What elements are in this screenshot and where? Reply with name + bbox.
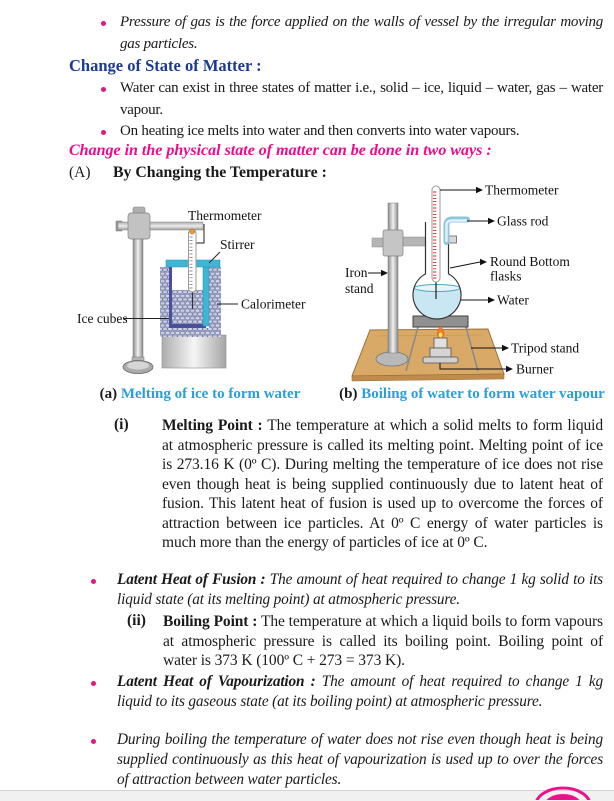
bullet-dot [91, 579, 96, 584]
boiling-point-paragraph [163, 612, 603, 671]
paragraph-gas-pressure: Pressure of gas is the force applied on the walls of vessel by the irregular moving gas particles. [120, 14, 603, 52]
boiling-point-head: Boiling Point : [163, 613, 258, 630]
label-stirrer: Stirrer [220, 237, 255, 252]
wooden-table [352, 329, 504, 381]
figure-boiling-water-diagram [330, 178, 614, 385]
latent-heat-fusion-body: The amount of heat required to change 1 kg solid to its liquid state (at its melting point) at atmospheric pressure. [117, 571, 603, 608]
label-thermometer: Thermometer [485, 182, 559, 198]
bullet-dot [91, 681, 96, 686]
boiling-point-label: (ii) [127, 612, 146, 629]
paragraph-on-heating: On heating ice melts into water and then converts into water vapours. [120, 123, 520, 139]
label-round-bottom-flask: Round Bottom [490, 254, 570, 269]
bullet-dot [101, 87, 106, 92]
melting-point-body: The temperature at which a solid melts to form liquid at atmospheric pressure is called its melting point. Melting point of ice is 273.16 K (0º C). During melting the temperature of ice does not rise even though heat is being supplied continuously due to latent heat of fusion. This latent heat of fusion is used up to overcome the forces of attraction between ice particles. At 0º C energy of water particles is much more than the energy of particles of ice at 0º C. [162, 417, 603, 551]
label-tripod-stand: Tripod stand [511, 340, 580, 356]
flame [437, 326, 444, 338]
figure-b-caption [330, 386, 614, 403]
label-calorimeter: Calorimeter [241, 296, 306, 312]
bullet-dot [101, 130, 106, 135]
figure-a-caption [60, 386, 340, 403]
latent-heat-vapourization-paragraph [117, 672, 603, 712]
section-a-title: By Changing the Temperature : [113, 164, 327, 181]
label-iron-stand-2: stand [345, 281, 374, 296]
heading-two-ways: Change in the physical state of matter can be done in two ways : [69, 142, 492, 159]
page-edge-strip [0, 790, 614, 801]
paragraph-water-states: Water can exist in three states of matter i.e., solid – ice, liquid – water, gas – water vapour. [120, 80, 603, 118]
label-iron-stand: Iron [345, 265, 368, 280]
latent-heat-vapourization-head: Latent Heat of Vapourization : [117, 673, 316, 690]
label-round-bottom-flask-2: flasks [490, 268, 522, 284]
label-water: Water [497, 292, 529, 308]
melting-point-label: (i) [114, 416, 129, 433]
label-ice-cubes: Ice cubes [77, 311, 128, 326]
page-number-badge [531, 785, 595, 800]
label-glass-rod: Glass rod [497, 213, 549, 229]
latent-heat-fusion-paragraph [117, 570, 603, 610]
during-boiling-paragraph: During boiling the temperature of water does not rise even though heat is being supplied continuously as this heat of vapourization is used up to over the forces of attraction between water particles. [117, 731, 603, 788]
figure-a-caption-index: (a) [99, 386, 118, 402]
boiling-point-body: The temperature at which a liquid boils to form vapours at atmospheric pressure is called its boiling point. Boiling point of water is 373 K (100º C + 273 = 373 K). [163, 613, 603, 669]
heading-change-of-state: Change of State of Matter : [69, 56, 262, 75]
latent-heat-vapourization-body: The amount of heat required to change 1 kg liquid to its gaseous state (at its boiling point) at atmospheric pressure. [117, 673, 603, 710]
label-burner: Burner [516, 361, 554, 377]
figure-melting-ice-diagram [60, 183, 340, 385]
melting-point-paragraph [162, 416, 603, 553]
bullet-dot [101, 21, 106, 26]
figure-b-caption-index: (b) [339, 386, 358, 402]
section-a-label: (A) [69, 164, 91, 181]
label-thermometer: Thermometer [188, 208, 262, 223]
latent-heat-fusion-head: Latent Heat of Fusion : [117, 571, 266, 588]
base-block [162, 335, 226, 368]
figure-b-caption-text: Boiling of water to form water vapour [361, 386, 605, 402]
figure-a-caption-text: Melting of ice to form water [120, 386, 301, 402]
melting-point-head: Melting Point : [162, 417, 263, 434]
bullet-dot [91, 739, 96, 744]
